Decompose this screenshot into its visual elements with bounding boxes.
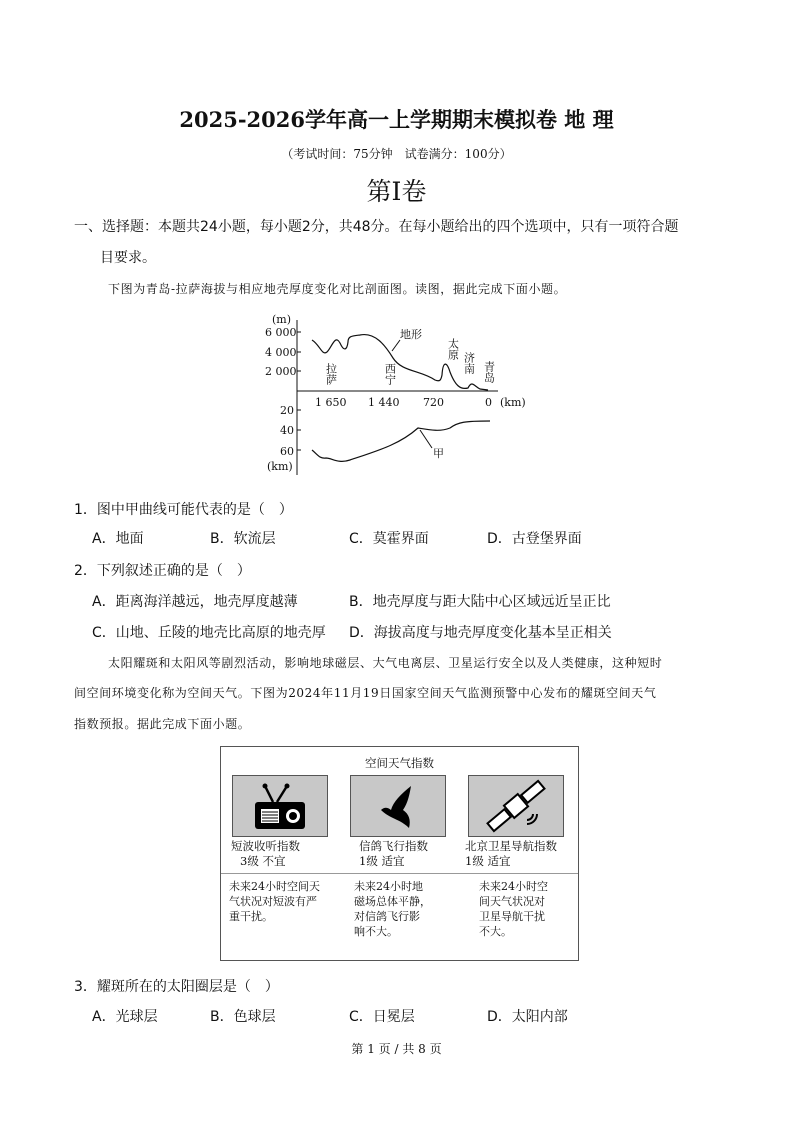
y-unit-top: (m) (272, 313, 292, 326)
page-title: 2025-2026学年高一上学期期末模拟卷 地 理 (179, 107, 614, 132)
navigation-index-level: 1级 适宜 (465, 854, 511, 868)
option: C．日冕层 (349, 1009, 415, 1025)
navigation-index-name: 北京卫星导航指数 (465, 839, 557, 853)
x-unit: (km) (500, 396, 526, 409)
option: A．距离海洋越远，地壳厚度越薄 (92, 594, 298, 610)
intro-text: 下图为青岛-拉萨海拔与相应地壳厚度变化对比剖面图。读图，据此完成下面小题。 (108, 282, 567, 296)
radio-icon (232, 775, 328, 837)
option: B．地壳厚度与距大陆中心区域远近呈正比 (349, 594, 611, 610)
jia-label: 甲 (433, 447, 444, 460)
shortwave-index-name: 短波收听指数 (231, 839, 300, 853)
intro-text-2: 间空间环境变化称为空间天气。下图为2024年11月19日国家空间天气监测预警中心发布的耀斑空间天气 (74, 686, 657, 700)
volume-heading: 第I卷 (366, 177, 427, 206)
city-label: 青岛 (482, 361, 496, 383)
question-3-stem: 3．耀斑所在的太阳圈层是（ ） (74, 979, 279, 995)
y-tick: 60 (280, 445, 294, 458)
intro-text-2: 太阳耀斑和太阳风等剧烈活动，影响地球磁层、大气电离层、卫星运行安全以及人类健康，这种短时 (108, 656, 663, 670)
shortwave-index-level: 3级 不宜 (240, 854, 286, 868)
y-tick: 6 000 (265, 326, 297, 339)
option: A．光球层 (92, 1009, 158, 1025)
y-tick: 40 (280, 424, 294, 437)
option: C．莫霍界面 (349, 531, 429, 547)
y-tick: 4 000 (265, 346, 297, 359)
pigeon-index-name: 信鸽飞行指数 (359, 839, 428, 853)
y-unit-bottom: (km) (267, 460, 293, 473)
x-tick: 0 (485, 396, 492, 409)
satellite-icon (468, 775, 564, 837)
option: B．软流层 (210, 531, 276, 547)
option: C．山地、丘陵的地壳比高原的地壳厚 (92, 625, 326, 641)
option: D．古登堡界面 (487, 531, 582, 547)
profile-diagram (260, 310, 540, 482)
divider (221, 873, 578, 874)
y-tick: 2 000 (265, 365, 297, 378)
city-label: 济南 (462, 352, 476, 374)
city-label: 太原 (446, 338, 460, 360)
space-weather-infographic (220, 746, 579, 961)
section-heading-cont: 目要求。 (100, 250, 156, 266)
exam-info: （考试时间：75分钟 试卷满分：100分） (281, 147, 512, 161)
x-tick: 720 (423, 396, 444, 409)
page-number: 第 1 页 / 共 8 页 (351, 1042, 442, 1056)
option: A．地面 (92, 531, 144, 547)
section-heading: 一、选择题：本题共24小题，每小题2分，共48分。在每小题给出的四个选项中，只有一项符合题 (74, 219, 679, 235)
infographic-title: 空间天气指数 (365, 756, 434, 770)
shortwave-desc: 未来24小时空间天 气状况对短波有严 重干扰。 (229, 880, 320, 923)
terrain-label: 地形 (400, 328, 422, 341)
option: D．太阳内部 (487, 1009, 568, 1025)
option: B．色球层 (210, 1009, 276, 1025)
intro-text-2: 指数预报。据此完成下面小题。 (74, 717, 251, 731)
city-label: 拉萨 (324, 363, 338, 385)
question-1-stem: 1．图中甲曲线可能代表的是（ ） (74, 502, 293, 518)
question-2-stem: 2．下列叙述正确的是（ ） (74, 563, 251, 579)
option: D．海拔高度与地壳厚度变化基本呈正相关 (349, 625, 612, 641)
line-jia (312, 421, 490, 461)
y-tick: 20 (280, 404, 294, 417)
city-label: 西宁 (383, 363, 397, 385)
x-tick: 1 650 (315, 396, 347, 409)
pigeon-desc: 未来24小时地 磁场总体平静， 对信鸽飞行影 响不大。 (354, 880, 431, 938)
x-tick: 1 440 (368, 396, 400, 409)
dove-icon (350, 775, 446, 837)
pigeon-index-level: 1级 适宜 (359, 854, 405, 868)
navigation-desc: 未来24小时空 间天气状况对 卫星导航干扰 不大。 (479, 880, 548, 938)
